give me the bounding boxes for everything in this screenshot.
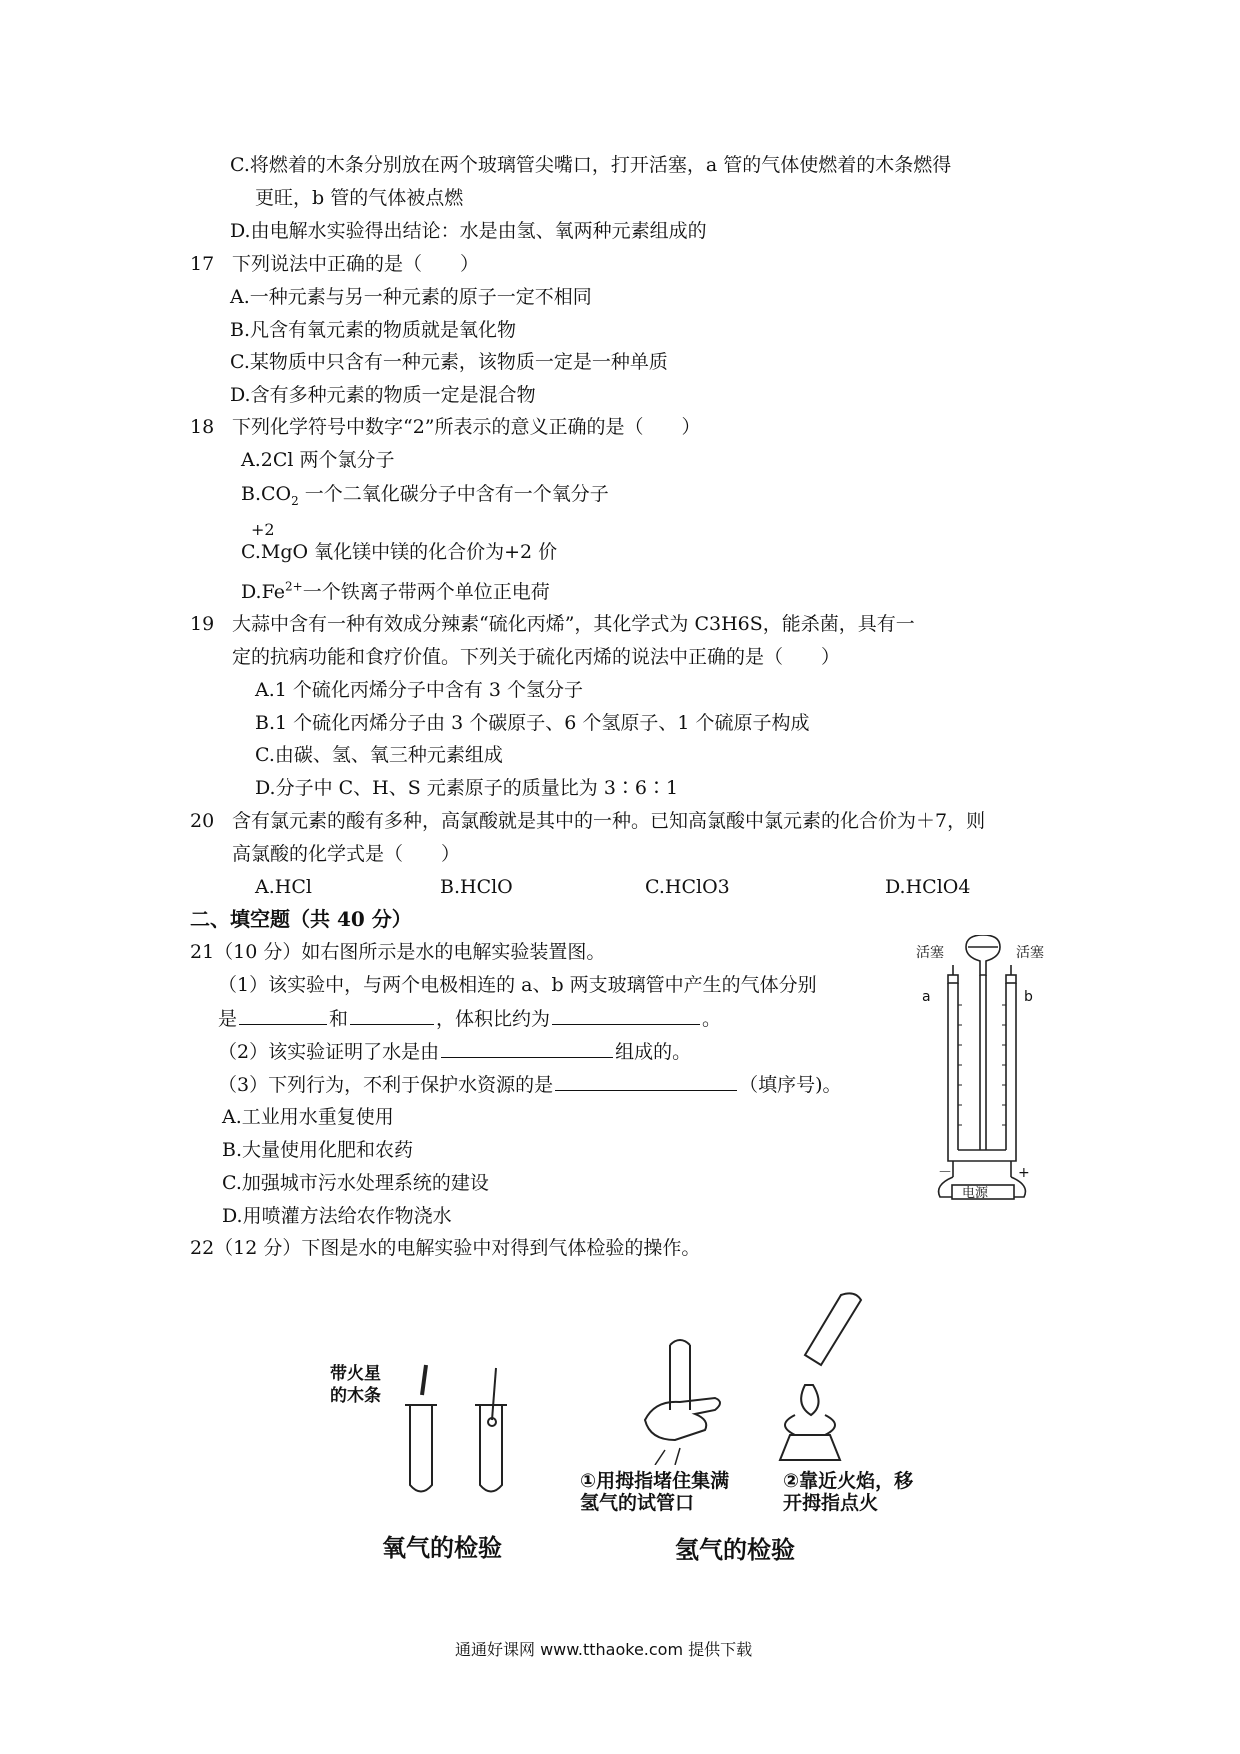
q21-option-d: D.用喷灌方法给农作物浇水 <box>222 1205 452 1227</box>
q21-part1-line2 <box>218 1006 721 1031</box>
hydrogen-step1-line2: 氢气的试管口 <box>580 1492 695 1514</box>
q20-stem-line1: 含有氯元素的酸有多种，高氯酸就是其中的一种。已知高氯酸中氯元素的化合价为＋7，则 <box>232 810 986 832</box>
q20-option-a: A.HCl <box>255 876 312 898</box>
q18-option-a: A.2Cl 两个氯分子 <box>241 449 395 471</box>
q21-part3 <box>218 1072 842 1097</box>
valve-left-label: 活塞 <box>916 945 944 961</box>
q17-number: 17 <box>190 253 215 275</box>
q19-option-b: B.1 个硫化丙烯分子由 3 个碳原子、6 个氢原子、1 个硫原子构成 <box>255 712 810 734</box>
q19-stem-line1: 大蒜中含有一种有效成分辣素“硫化丙烯”，其化学式为 C3H6S，能杀菌，具有一 <box>232 613 915 635</box>
q17-option-d: D.含有多种元素的物质一定是混合物 <box>230 384 536 406</box>
q21-part2-text1: （2）该实验证明了水是由 <box>218 1041 440 1063</box>
right-valve-body <box>1006 975 1016 983</box>
q19-option-d: D.分子中 C、H、S 元素原子的质量比为 3∶6∶1 <box>255 777 679 799</box>
oxygen-test-caption: 氧气的检验 <box>382 1534 502 1562</box>
alcohol-lamp <box>780 1435 840 1460</box>
electrolysis-apparatus-figure <box>910 935 1060 1200</box>
hydrogen-step1-line1: ①用拇指堵住集满 <box>580 1470 730 1492</box>
q19-number: 19 <box>190 613 215 635</box>
q21-part1-text4: 。 <box>702 1008 722 1030</box>
hydrogen-step2-caption <box>783 1470 913 1514</box>
valve-right-label: 活塞 <box>1016 945 1044 961</box>
q19-option-a: A.1 个硫化丙烯分子中含有 3 个氢分子 <box>255 679 584 701</box>
q21-option-c: C.加强城市污水处理系统的建设 <box>222 1172 489 1194</box>
hydrogen-test-illustration <box>635 1290 895 1465</box>
q16-option-d: D.由电解水实验得出结论：水是由氢、氧两种元素组成的 <box>230 220 707 242</box>
q21-blank-volume-ratio[interactable] <box>552 1006 700 1025</box>
glowing-splint-label-line1: 带火星 <box>330 1364 381 1384</box>
q21-blank-composition[interactable] <box>441 1039 613 1058</box>
q22-heading: 22（12 分）下图是水的电解实验中对得到气体检验的操作。 <box>190 1237 701 1259</box>
q21-part1-text3: ，体积比约为 <box>436 1008 551 1030</box>
inverted-test-tube <box>805 1293 861 1365</box>
q21-option-a: A.工业用水重复使用 <box>222 1106 394 1128</box>
q21-blank-gas-a[interactable] <box>239 1006 327 1025</box>
left-valve-body <box>948 975 958 983</box>
q21-part1-text2: 和 <box>329 1008 349 1030</box>
q20-option-d: D.HClO4 <box>885 876 971 898</box>
q21-part1-line1: （1）该实验中，与两个电极相连的 a、b 两支玻璃管中产生的气体分别 <box>218 974 817 996</box>
q20-option-c: C.HClO3 <box>645 876 730 898</box>
q18-stem: 下列化学符号中数字“2”所表示的意义正确的是（ ） <box>232 416 701 438</box>
q21-part3-text1: （3）下列行为，不利于保护水资源的是 <box>218 1074 554 1096</box>
q17-option-b: B.凡含有氧元素的物质就是氧化物 <box>230 319 517 341</box>
q18-option-c-formula: C.MgO <box>241 541 309 563</box>
q18-option-d-superscript: 2+ <box>284 579 303 594</box>
hydrogen-step1-caption <box>580 1470 729 1514</box>
flame-shape <box>801 1385 818 1415</box>
q17-option-c: C.某物质中只含有一种元素，该物质一定是一种单质 <box>230 351 668 373</box>
q20-number: 20 <box>190 810 215 832</box>
q21-part1-text1: 是 <box>218 1008 238 1030</box>
q21-blank-gas-b[interactable] <box>350 1006 434 1025</box>
q21-blank-choice[interactable] <box>555 1072 737 1091</box>
oxygen-test-illustration <box>400 1360 525 1500</box>
glowing-splint-right <box>492 1368 496 1420</box>
q18-option-d-formula: D.Fe <box>241 581 285 603</box>
q18-option-c <box>241 520 558 564</box>
tube-a-label: a <box>922 989 931 1005</box>
q18-option-c-text: 氧化镁中镁的化合价为+2 价 <box>308 541 558 563</box>
glowing-splint-label <box>330 1363 381 1407</box>
q17-option-a: A.一种元素与另一种元素的原子一定不相同 <box>230 286 592 308</box>
q19-option-c: C.由碳、氢、氧三种元素组成 <box>255 744 503 766</box>
q21-part3-text2: （填序号)。 <box>739 1074 842 1096</box>
hydrogen-step2-line1: ②靠近火焰，移 <box>783 1470 914 1492</box>
hydrogen-test-caption: 氢气的检验 <box>675 1536 795 1564</box>
q16-option-c-line1: C.将燃着的木条分别放在两个玻璃管尖嘴口，打开活塞，a 管的气体使燃着的木条燃得 <box>230 154 952 176</box>
q18-option-d <box>241 580 550 604</box>
q17-stem: 下列说法中正确的是（ ） <box>232 253 480 275</box>
q18-option-b-formula: B.CO <box>241 483 292 505</box>
glowing-splint-left <box>422 1365 426 1395</box>
q21-part2 <box>218 1039 691 1064</box>
tube-b-label: b <box>1024 989 1033 1005</box>
negative-terminal-label: － <box>938 1165 952 1181</box>
q16-option-c-line2: 更旺，b 管的气体被点燃 <box>255 187 464 209</box>
q21-part2-text2: 组成的。 <box>615 1041 692 1063</box>
positive-terminal-label: + <box>1018 1165 1030 1181</box>
q20-option-b: B.HClO <box>440 876 513 898</box>
q19-stem-line2: 定的抗病功能和食疗价值。下列关于硫化丙烯的说法中正确的是（ ） <box>232 646 841 668</box>
funnel-shape <box>966 935 1000 975</box>
hand-shape <box>645 1398 720 1440</box>
q18-option-b-subscript: 2 <box>291 493 299 508</box>
q18-option-b <box>241 482 609 506</box>
section-2-heading: 二、填空题（共 40 分） <box>190 907 412 931</box>
q18-option-d-text: 一个铁离子带两个单位正电荷 <box>302 581 550 603</box>
glowing-splint-label-line2: 的木条 <box>330 1386 381 1406</box>
q21-heading: 21（10 分）如右图所示是水的电解实验装置图。 <box>190 941 606 963</box>
q18-option-b-text: 一个二氧化碳分子中含有一个氧分子 <box>298 483 609 505</box>
page-footer: 通通好课网 www.tthaoke.com 提供下载 <box>455 1640 753 1659</box>
test-tube-left <box>410 1405 432 1492</box>
q21-option-b: B.大量使用化肥和农药 <box>222 1139 414 1161</box>
hydrogen-step2-line2: 开拇指点火 <box>783 1492 879 1514</box>
power-supply-label: 电源 <box>962 1186 989 1200</box>
q18-option-c-valence: +2 <box>251 520 275 539</box>
q20-stem-line2: 高氯酸的化学式是（ ） <box>232 843 461 865</box>
q18-number: 18 <box>190 416 215 438</box>
